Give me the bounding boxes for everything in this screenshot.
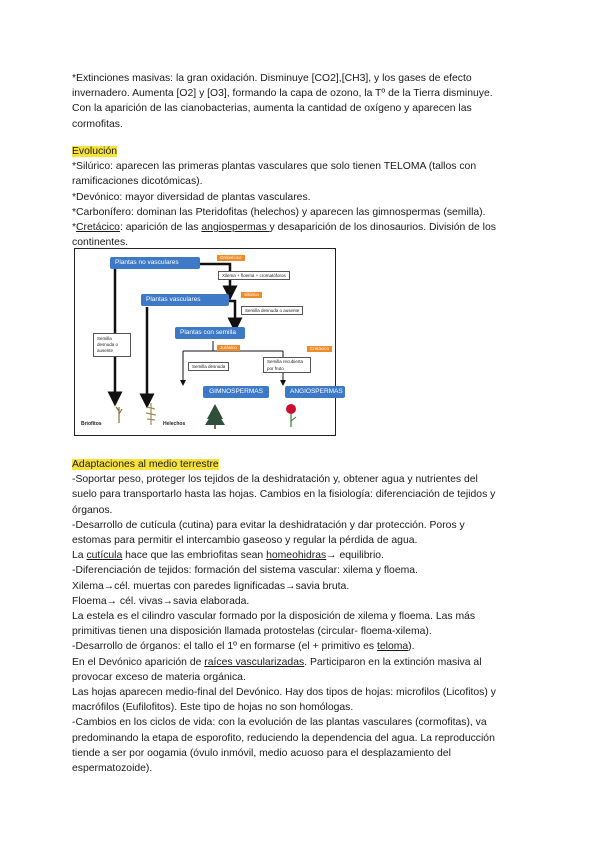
cuticula-line: La cutícula hace que las embriofitas sean homeohidras→ equilibrio.: [72, 550, 384, 562]
adaptaciones-line: -Soportar peso, proteger los tejidos de la deshidratación y, obtener agua y nutrientes del: [72, 474, 478, 486]
evolucion-line: continentes.: [72, 237, 129, 249]
tag-jurasico: Jurásico: [217, 345, 240, 351]
adaptaciones-section: [72, 457, 532, 776]
evolucion-line: *Carbonífero: dominan las Pteridofitas (helechos) y aparecen las gimnospermas (semilla).: [72, 206, 486, 218]
intro-line: *Extinciones masivas: la gran oxidación. Disminuye [CO2],[CH3], y los gases de efecto: [72, 73, 472, 84]
teloma-term: teloma: [376, 641, 409, 653]
angiospermas-term: angiospermas: [201, 222, 270, 234]
label-briofitos: Briofitos: [81, 421, 102, 427]
adaptaciones-heading: Adaptaciones al medio terrestre: [72, 459, 219, 470]
cretacico-term: Cretácico: [76, 222, 120, 234]
adaptaciones-line: espermatozoide).: [72, 763, 153, 775]
note-con-fruto: Semilla recubierta por fruto: [263, 357, 311, 373]
adaptaciones-line: Las hojas aparecen medio-final del Devónico. Hay dos tipos de hojas: microfilos (Licofitos) y: [72, 687, 496, 699]
note-sin-fruto: Semilla desnuda: [188, 362, 229, 371]
note-vertical: Semilla desnuda o ausente: [93, 333, 131, 357]
note-xilema: Xilema + floema + cromatóforos: [218, 271, 290, 280]
intro-line: Con la aparición de las cianobacterias, aumenta la cantidad de oxígeno y aparecen las: [72, 103, 472, 115]
cuticula-term: cutícula: [86, 550, 123, 562]
evolucion-line: *Devónico: mayor diversidad de plantas vasculares.: [72, 191, 311, 203]
node-gimnospermas: GIMNOSPERMAS: [203, 386, 269, 398]
tag-silurico: Silúrico: [241, 292, 262, 298]
evolucion-line: *Silúrico: aparecen las primeras plantas vasculares que solo tienen TELOMA (tallos con: [72, 161, 477, 173]
evolucion-section: [72, 144, 532, 250]
note-semilla: Semilla desnuda o ausente: [241, 306, 303, 315]
adaptaciones-line: -Diferenciación de tejidos: formación del sistema vascular: xilema y floema.: [72, 565, 418, 577]
tag-cretacico: Cretácico: [307, 346, 332, 352]
adaptaciones-line: Xilema→cél. muertas con paredes lignificadas→savia bruta.: [72, 580, 350, 592]
tag-ordovicico: Ordovícico: [217, 255, 245, 261]
adaptaciones-line: La estela es el cilindro vascular formado por la disposición de xilema y floema. Las más: [72, 611, 476, 623]
adaptaciones-line: estomas para permitir el intercambio gaseoso y regular la pérdida de agua.: [72, 535, 418, 547]
adaptaciones-line: órganos.: [72, 504, 113, 516]
label-helechos: Helechos: [163, 421, 186, 427]
adaptaciones-line: primitivas tienen una disposición llamada protostelas (circular- floema-xilema).: [72, 626, 432, 638]
node-vasculares: Plantas vasculares: [141, 294, 229, 306]
intro-line: invernadero. Aumenta [O2] y [O3], formando la capa de ozono, la Tº de la Tierra disminuye.: [72, 88, 493, 100]
node-angiospermas: ANGIOSPERMAS: [285, 386, 345, 398]
intro-line: cormofitas.: [72, 118, 123, 130]
raices-line: En el Devónico aparición de raíces vascularizadas. Participaron en la extinción masiva al: [72, 656, 482, 668]
evolucion-line: ramificaciones dicotómicas).: [72, 176, 203, 188]
evolution-diagram: [74, 248, 343, 436]
raices-term: raíces vascularizadas: [204, 656, 305, 668]
adaptaciones-line: predominando la etapa de esporofito, reduciendo la dependencia del agua. La reproducción: [72, 732, 495, 744]
node-con-semilla: Plantas con semilla: [175, 327, 245, 339]
adaptaciones-line: Floema→ cél. vivas→savia elaborada.: [72, 595, 250, 607]
adaptaciones-line: -Cambios en los ciclos de vida: con la evolución de las plantas vasculares (cormofitas), va: [72, 717, 487, 729]
homeohidras-term: homeohidras: [266, 550, 327, 562]
adaptaciones-line: suelo para transportarlo hasta las hojas. Cambios en la fisiología: diferenciación de tejidos y: [72, 489, 496, 501]
organos-line: -Desarrollo de órganos: el tallo el 1º en formarse (el + primitivo es teloma).: [72, 641, 415, 653]
evolucion-heading: Evolución: [72, 146, 118, 157]
cretacico-line: *Cretácico: aparición de las angiospermas y desaparición de los dinosaurios. División de los: [72, 222, 496, 234]
node-no-vasculares: Plantas no vasculares: [110, 257, 200, 269]
adaptaciones-line: -Desarrollo de cutícula (cutina) para evitar la deshidratación y dar protección. Poros y: [72, 519, 465, 531]
adaptaciones-line: provocar exceso de materia orgánica.: [72, 671, 246, 683]
intro-paragraph: [72, 71, 532, 132]
adaptaciones-line: tiende a ser por oogamia (óvulo inmóvil, medio acuoso para el desplazamiento del: [72, 747, 451, 759]
adaptaciones-line: macrófilos (Eufilofitos). Este tipo de hojas no son homólogas.: [72, 702, 354, 714]
